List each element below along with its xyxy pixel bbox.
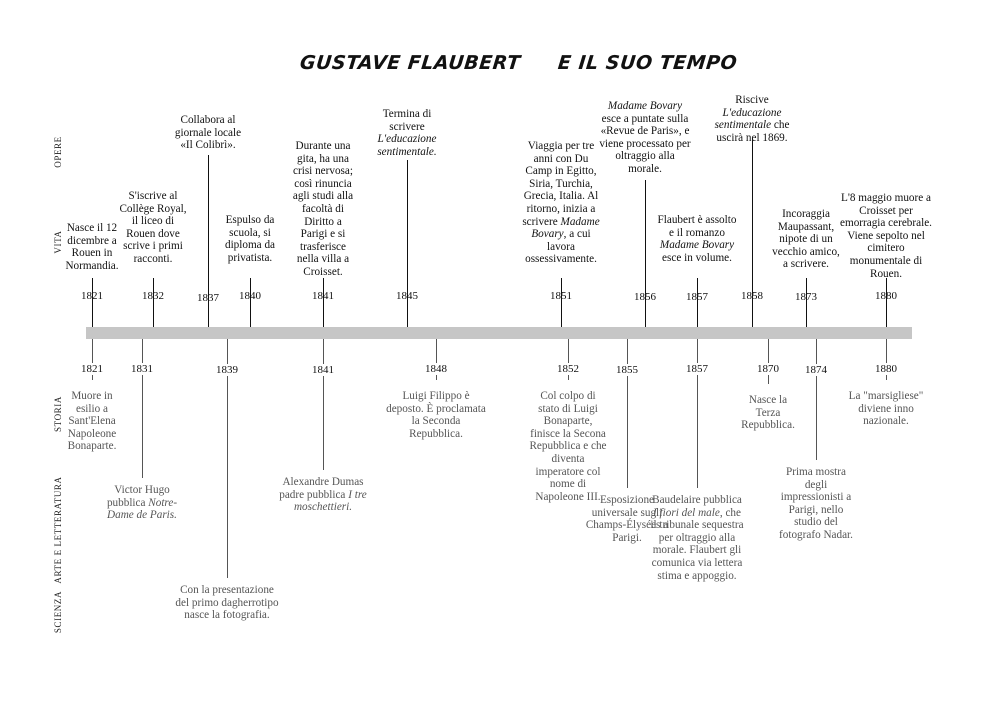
top-event-note-1880 <box>838 192 934 280</box>
top-event-year-1873: 1873 <box>795 291 817 303</box>
bottom-event-note-1852 <box>529 390 607 503</box>
top-event-note-1851 <box>520 140 602 266</box>
bottom-event-line-1874 <box>816 339 817 460</box>
bottom-event-year-1821: 1821 <box>81 363 103 375</box>
note-text: Prima mostra degli impressionisti a Parigi, nello studio del fotografo Nadar. <box>779 466 853 541</box>
note-text: La "marsigliese" diviene inno nazionale. <box>848 390 924 428</box>
top-event-note-1837 <box>173 114 243 152</box>
bottom-event-year-1855: 1855 <box>616 364 638 376</box>
category-arte-letteratura: ARTE E LETTERATURA <box>53 476 63 584</box>
top-event-year-1841: 1841 <box>312 290 334 302</box>
bottom-event-line-1855 <box>627 339 628 488</box>
bottom-event-year-1841: 1841 <box>312 364 334 376</box>
note-text: Esposizione universale sugli Champs-Élysées a Parigi. <box>585 494 669 544</box>
top-event-line-1851 <box>561 278 562 327</box>
category-opere: OPERE <box>53 136 63 168</box>
bottom-event-line-1870 <box>768 339 769 384</box>
bottom-event-year-1874: 1874 <box>805 364 827 376</box>
note-text: Alexandre Dumas padre pubblica <box>279 476 364 501</box>
top-event-note-1832 <box>116 190 190 266</box>
top-event-line-1841 <box>323 278 324 327</box>
bottom-event-year-1870: 1870 <box>757 363 779 375</box>
bottom-event-note-1857 <box>650 494 744 582</box>
top-event-year-1880: 1880 <box>875 290 897 302</box>
note-text: esce in volume. <box>662 251 732 264</box>
note-text: che uscirà nel 1869. <box>716 119 790 144</box>
top-event-line-1880 <box>886 278 887 327</box>
top-event-year-1845: 1845 <box>396 290 418 302</box>
note-text: Collabora al giornale locale «Il Colibrì». <box>174 114 242 152</box>
bottom-event-note-1880 <box>846 390 926 428</box>
note-text: , a cui lavora ossessivamente. <box>525 228 597 266</box>
bottom-event-year-1857: 1857 <box>686 363 708 375</box>
bottom-event-note-1874 <box>774 466 858 542</box>
top-event-note-1821 <box>61 222 123 272</box>
top-event-year-1858: 1858 <box>741 290 763 302</box>
bottom-event-year-1880: 1880 <box>875 363 897 375</box>
note-text: Riscive <box>735 94 769 106</box>
note-text: Con la presentazione del primo dagherrotipo nasce la fotografia. <box>175 584 279 622</box>
note-text: L'educazione sentimentale. <box>377 133 437 158</box>
note-text: Durante una gita, ha una crisi nervosa; così rinuncia agli studi alla facoltà di Diritto a Parigi e si trasferisce nella villa a Croisset. <box>292 140 354 278</box>
top-event-year-1857: 1857 <box>686 291 708 303</box>
top-event-note-1873 <box>771 208 841 271</box>
note-text: Victor Hugo pubblica <box>106 484 170 509</box>
note-text: Viaggia per tre anni con Du Camp in Egitto, Siria, Turchia, Grecia, Italia. Al ritorno, inizia a scrivere <box>522 140 599 228</box>
note-text: Flaubert è assolto e il romanzo <box>657 214 737 239</box>
note-text: I tre moschettieri. <box>293 488 367 514</box>
note-text: Espulso da scuola, si diploma da privatista. <box>224 214 276 264</box>
bottom-event-note-1848 <box>386 390 486 440</box>
top-event-note-1856 <box>598 100 692 176</box>
note-text: L'educazione sentimentale <box>714 106 782 132</box>
note-text: esce a puntate sulla «Revue de Paris», e viene processato per oltraggio alla morale. <box>599 112 691 175</box>
bottom-event-year-1831: 1831 <box>131 363 153 375</box>
top-event-note-1840 <box>221 214 279 264</box>
bottom-event-note-1839 <box>172 584 282 622</box>
note-text: Madame Bovary <box>659 239 735 252</box>
note-text: Madame Bovary <box>607 100 683 112</box>
category-vita: VITA <box>53 230 63 254</box>
note-text: Luigi Filippo è deposto. È proclamata la Seconda Repubblica. <box>386 390 486 440</box>
top-event-line-1840 <box>250 278 251 327</box>
timeline-bar <box>86 327 912 339</box>
title-left: GUSTAVE FLAUBERT <box>298 52 522 74</box>
top-event-year-1840: 1840 <box>239 290 261 302</box>
note-text: Nasce il 12 dicembre a Rouen in Normandia. <box>65 222 119 272</box>
title-right: E IL SUO TEMPO <box>556 52 739 74</box>
top-event-note-1841 <box>291 140 355 279</box>
top-event-note-1845 <box>375 108 439 158</box>
note-text: , che il tribunale sequestra per oltraggio alla morale. Flaubert gli comunica via lettera stima e appoggio. <box>650 506 744 582</box>
bottom-event-year-1848: 1848 <box>425 363 447 375</box>
note-text: Col colpo di stato di Luigi Bonaparte, finisce la Secona Repubblica e che diventa imperatore col nome di Napoleone III. <box>529 390 607 503</box>
top-event-line-1856 <box>645 180 646 327</box>
bottom-event-line-1841 <box>323 339 324 470</box>
note-text: Nasce la Terza Repubblica. <box>741 394 795 432</box>
top-event-year-1832: 1832 <box>142 290 164 302</box>
category-scienza: SCIENZA <box>53 590 63 634</box>
note-text: Incoraggia Maupassant, nipote di un vecchio amico, a scrivere. <box>772 208 840 271</box>
top-event-year-1837: 1837 <box>197 292 219 304</box>
category-storia: STORIA <box>53 396 63 432</box>
bottom-event-year-1852: 1852 <box>557 363 579 375</box>
top-event-note-1857 <box>655 214 739 264</box>
note-text: Madame Bovary <box>531 215 600 241</box>
bottom-event-note-1870 <box>738 394 798 432</box>
top-event-year-1851: 1851 <box>550 290 572 302</box>
note-text: S'iscrive al Collège Royal, il liceo di Rouen dove scrive i primi racconti. <box>119 190 187 265</box>
top-event-line-1832 <box>153 278 154 327</box>
bottom-event-note-1831 <box>102 484 182 522</box>
note-text: Muore in esilio a Sant'Elena Napoleone Bonaparte. <box>67 390 117 453</box>
top-event-line-1821 <box>92 278 93 327</box>
top-event-year-1821: 1821 <box>81 290 103 302</box>
note-text: L'8 maggio muore a Croisset per emorragia cerebrale. Viene sepolto nel cimitero monumentale di Rouen. <box>840 192 932 280</box>
bottom-event-year-1839: 1839 <box>216 364 238 376</box>
top-event-year-1856: 1856 <box>634 291 656 303</box>
bottom-event-note-1821 <box>63 390 121 453</box>
note-text: Notre-Dame de Paris. <box>107 496 178 522</box>
note-text: I fiori del male <box>653 506 720 519</box>
note-text: Termina di scrivere <box>382 108 432 133</box>
bottom-event-line-1831 <box>142 339 143 478</box>
note-text: Baudelaire pubblica <box>652 494 742 506</box>
bottom-event-note-1841 <box>278 476 368 514</box>
bottom-event-line-1857 <box>697 339 698 488</box>
top-event-note-1858 <box>705 94 799 144</box>
